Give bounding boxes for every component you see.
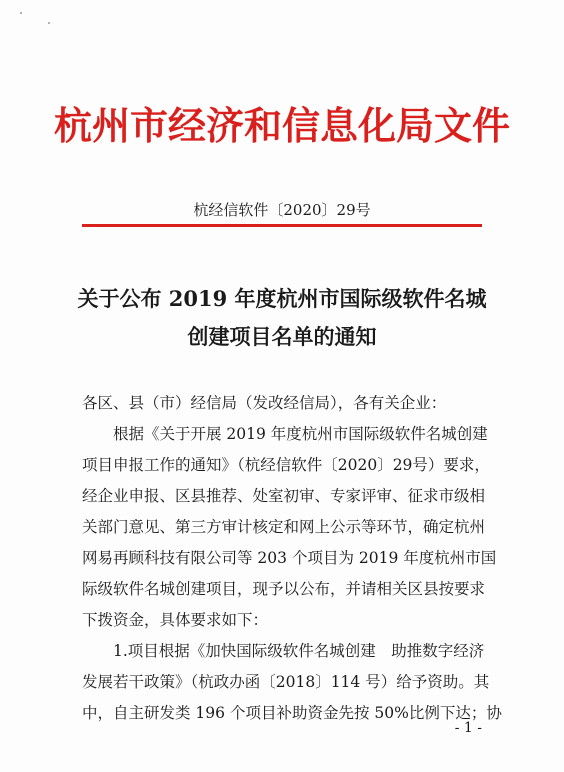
red-divider-line [82, 224, 482, 227]
body-line: 发展若干政策》（杭政办函〔2018〕114 号）给予资助。其 [82, 673, 490, 691]
body-line: 际级软件名城创建项目，现予以公布，并请相关区县按要求 [82, 580, 486, 598]
body-line: 1.项目根据《加快国际级软件名城创建 助推数字经济 [82, 642, 485, 660]
body-line: 中，自主研发类 196 个项目补助资金先按 50%比例下达；协 [82, 704, 502, 722]
body-line: 项目申报工作的通知》（杭经信软件〔2020〕29号）要求， [82, 456, 490, 474]
masthead-title: 杭州市经济和信息化局文件 [53, 103, 510, 148]
notice-title-line-1: 关于公布 2019 年度杭州市国际级软件名城 [77, 286, 487, 311]
document-number: 杭经信软件〔2020〕29号 [193, 201, 371, 219]
notice-title-line-2: 创建项目名单的通知 [187, 324, 377, 349]
body-line: 网易再顾科技有限公司等 203 个项目为 2019 年度杭州市国 [82, 549, 497, 567]
notice-body [82, 388, 502, 729]
body-line: 经企业申报、区县推荐、处室初审、专家评审、征求市级相 [82, 487, 486, 505]
body-line: 下拨资金，具体要求如下： [82, 611, 269, 629]
scan-speck [48, 22, 50, 24]
salutation: 各区、县（市）经信局（发改经信局），各有关企业： [82, 394, 447, 412]
body-line: 关部门意见、第三方审计核定和网上公示等环节，确定杭州 [82, 518, 486, 536]
page-number: - 1 - [454, 720, 482, 736]
body-line: 根据《关于开展 2019 年度杭州市国际级软件名城创建 [82, 425, 488, 443]
scan-speck [20, 12, 22, 14]
